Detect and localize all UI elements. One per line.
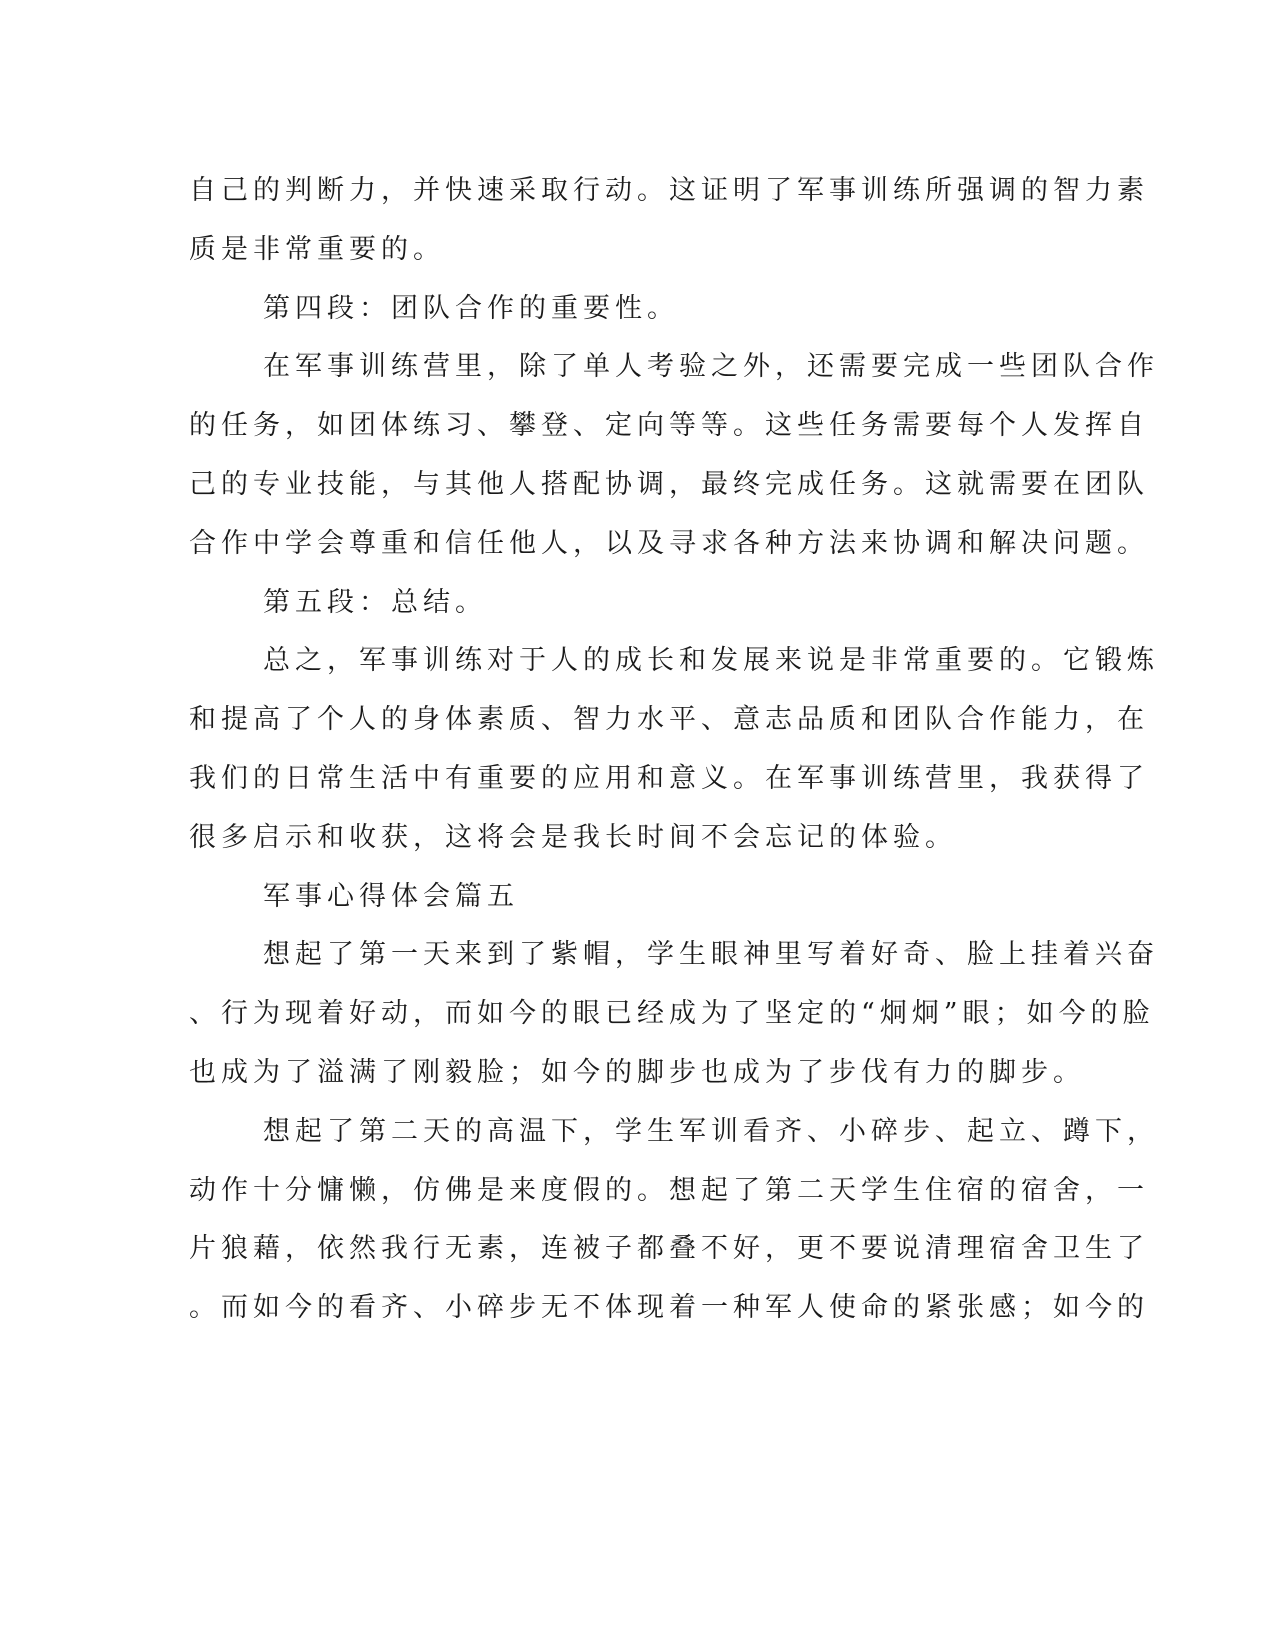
text-line: 想起了第一天来到了紫帽，学生眼神里写着好奇、脸上挂着兴奋 (263, 939, 1159, 971)
text-line: 。而如今的看齐、小碎步无不体现着一种军人使命的紧张感；如今的 (189, 1292, 1149, 1324)
document-body (189, 162, 1159, 1338)
text-line: 的任务，如团体练习、攀登、定向等等。这些任务需要每个人发挥自 (189, 410, 1149, 442)
text-line: 合作中学会尊重和信任他人，以及寻求各种方法来协调和解决问题。 (189, 527, 1149, 559)
text-line: 在军事训练营里，除了单人考验之外，还需要完成一些团队合作 (263, 351, 1159, 383)
section-heading: 第五段：总结。 (263, 586, 487, 618)
text-line: 也成为了溢满了刚毅脸；如今的脚步也成为了步伐有力的脚步。 (189, 1056, 1085, 1088)
text-line: 很多启示和收获，这将会是我长时间不会忘记的体验。 (189, 821, 957, 853)
text-line: 想起了第二天的高温下，学生军训看齐、小碎步、起立、蹲下， (263, 1115, 1159, 1147)
text-line: 质是非常重要的。 (189, 233, 445, 265)
text-line: 、行为现着好动，而如今的眼已经成为了坚定的“炯炯”眼；如今的脸 (189, 998, 1155, 1030)
text-line: 己的专业技能，与其他人搭配协调，最终完成任务。这就需要在团队 (189, 468, 1149, 500)
text-line: 和提高了个人的身体素质、智力水平、意志品质和团队合作能力，在 (189, 704, 1149, 736)
text-line: 总之，军事训练对于人的成长和发展来说是非常重要的。它锻炼 (263, 645, 1159, 677)
text-line: 我们的日常生活中有重要的应用和意义。在军事训练营里，我获得了 (189, 762, 1149, 794)
text-line: 动作十分慵懒，仿佛是来度假的。想起了第二天学生住宿的宿舍，一 (189, 1174, 1149, 1206)
text-line: 自己的判断力，并快速采取行动。这证明了军事训练所强调的智力素 (189, 175, 1149, 206)
text-line: 片狼藉，依然我行无素，连被子都叠不好，更不要说清理宿舍卫生了 (189, 1233, 1149, 1265)
section-heading: 军事心得体会篇五 (263, 880, 519, 912)
section-heading: 第四段：团队合作的重要性。 (263, 292, 679, 324)
